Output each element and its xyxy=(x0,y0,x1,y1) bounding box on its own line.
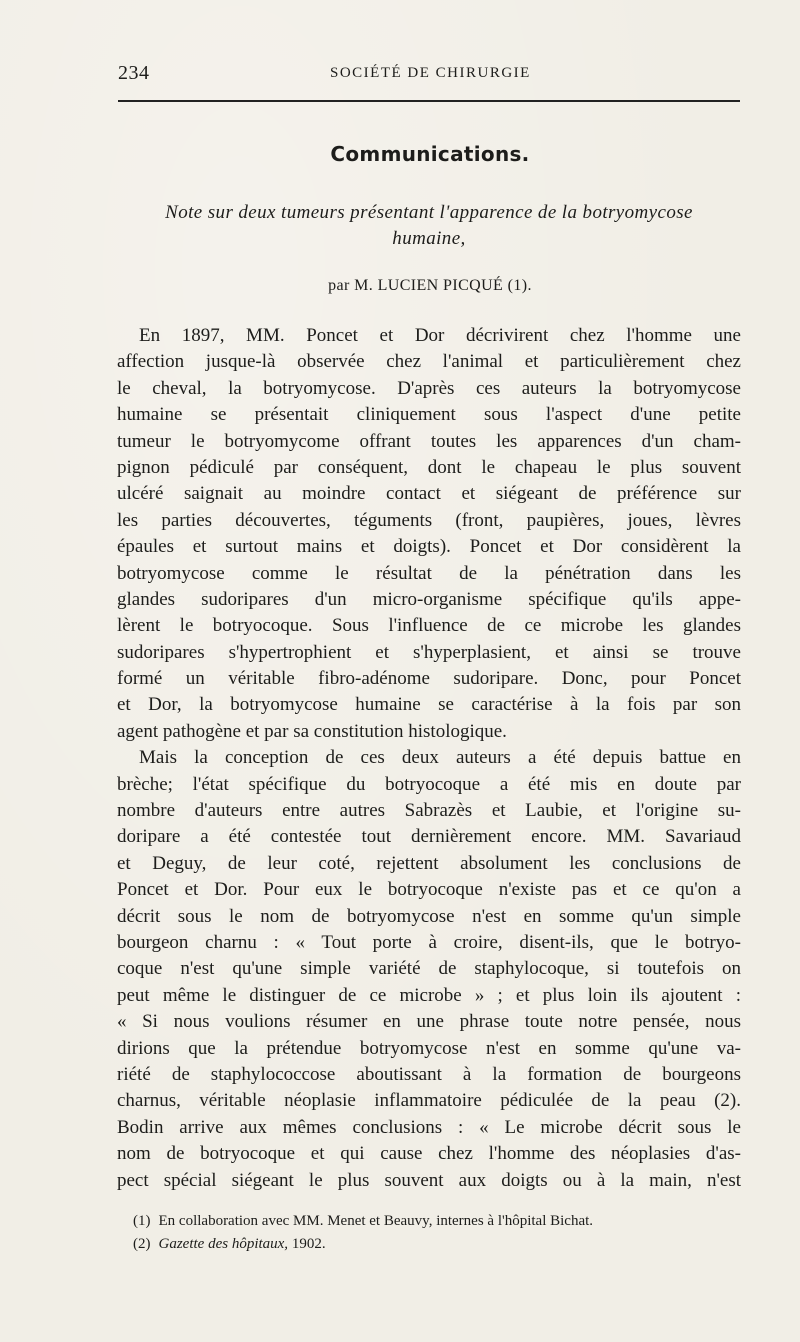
text-line: botryomycose comme le résultat de la pénétration dans les xyxy=(117,562,741,584)
footnote-journal: Gazette des hôpitaux, xyxy=(158,1236,289,1252)
text-line: En 1897, MM. Poncet et Dor décrivirent chez l'homme une xyxy=(139,325,741,346)
page-number: 234 xyxy=(118,62,150,84)
text-line: et Dor, la botryomycose humaine se caractérise à la fois par son xyxy=(117,694,741,716)
text-line: charnus, véritable néoplasie inflammatoire pédiculée de la peau (2). xyxy=(117,1090,741,1112)
section-title: Communications. xyxy=(330,142,530,166)
text-line: pignon pédiculé par conséquent, dont le chapeau le plus souvent xyxy=(117,456,741,478)
text-line: ulcéré saignait au moindre contact et siégeant de préférence sur xyxy=(117,483,741,505)
header-rule xyxy=(118,100,740,102)
text-line: Bodin arrive aux mêmes conclusions : « Le microbe décrit sous le xyxy=(117,1116,741,1138)
text-line: « Si nous voulions résumer en une phrase toute notre pensée, nous xyxy=(117,1011,741,1033)
article-title-line: Note sur deux tumeurs présentant l'apparence de la botryomycose xyxy=(165,202,693,223)
running-head xyxy=(118,62,740,86)
footnotes xyxy=(133,1210,740,1256)
text-line: doripare a été contestée tout dernièrement encore. MM. Savariaud xyxy=(117,826,741,848)
text-line: riété de staphylococcose aboutissant à la formation de bourgeons xyxy=(117,1063,741,1085)
text-line: nombre d'auteurs entre autres Sabrazès et Laubie, et l'origine su- xyxy=(117,800,741,822)
text-line: bourgeon charnu : « Tout porte à croire, disent-ils, que le botryo- xyxy=(117,931,741,953)
footnote-1 xyxy=(133,1210,740,1233)
text-line: sudoripares s'hypertrophient et s'hyperplasient, et ainsi se trouve xyxy=(117,641,741,663)
text-line: brèche; l'état spécifique du botryocoque a été mis en doute par xyxy=(117,773,741,795)
text-line: tumeur le botryomycome offrant toutes les apparences d'un cham- xyxy=(117,430,741,452)
text-line: nom de botryocoque et qui cause chez l'homme des néoplasies d'as- xyxy=(117,1143,741,1165)
text-line: et Deguy, de leur coté, rejettent absolument les conclusions de xyxy=(117,852,741,874)
text-line: formé un véritable fibro-adénome sudoripare. Donc, pour Poncet xyxy=(117,668,741,690)
text-line: glandes sudoripares d'un micro-organisme spécifique qu'ils appe- xyxy=(117,588,741,610)
text-line: peut même le distinguer de ce microbe » ; et plus loin ils ajoutent : xyxy=(117,984,741,1006)
footnote-number: (2) xyxy=(133,1236,151,1252)
text-line: lèrent le botryocoque. Sous l'influence de ce microbe les glandes xyxy=(117,615,741,637)
footnote-2 xyxy=(133,1233,740,1256)
footnote-text: En collaboration avec MM. Menet et Beauvy, internes à l'hôpital Bichat. xyxy=(158,1213,594,1229)
text-line: humaine se présentait cliniquement sous l'aspect d'une petite xyxy=(117,404,741,426)
author-byline: par M. LUCIEN PICQUÉ (1). xyxy=(328,277,532,294)
text-line: coque n'est qu'une simple variété de staphylocoque, si toutefois on xyxy=(117,958,741,980)
text-line: le cheval, la botryomycose. D'après ces auteurs la botryomycose xyxy=(117,377,741,399)
footnote-number: (1) xyxy=(133,1213,151,1229)
text-line: dirions que la prétendue botryomycose n'est en somme qu'une va- xyxy=(117,1037,741,1059)
footnote-year: 1902. xyxy=(291,1236,326,1252)
text-line: pect spécial siégeant le plus souvent aux doigts ou à la main, n'est xyxy=(117,1169,741,1191)
text-line: épaules et surtout mains et doigts). Poncet et Dor considèrent la xyxy=(117,536,741,558)
article-title-line: humaine, xyxy=(392,228,466,249)
text-line: Poncet et Dor. Pour eux le botryocoque n'existe pas et ce qu'on a xyxy=(117,879,741,901)
article-title xyxy=(118,200,740,252)
text-line: les parties découvertes, téguments (front, paupières, joues, lèvres xyxy=(117,509,741,531)
text-line: Mais la conception de ces deux auteurs a été depuis battue en xyxy=(139,747,741,769)
text-line: affection jusque-là observée chez l'animal et particulièrement chez xyxy=(117,351,741,373)
body-text xyxy=(117,323,741,1194)
text-line: décrit sous le nom de botryomycose n'est en somme qu'un simple xyxy=(117,905,741,927)
text-line: agent pathogène et par sa constitution histologique. xyxy=(117,720,507,742)
journal-title: SOCIÉTÉ DE CHIRURGIE xyxy=(330,65,531,81)
